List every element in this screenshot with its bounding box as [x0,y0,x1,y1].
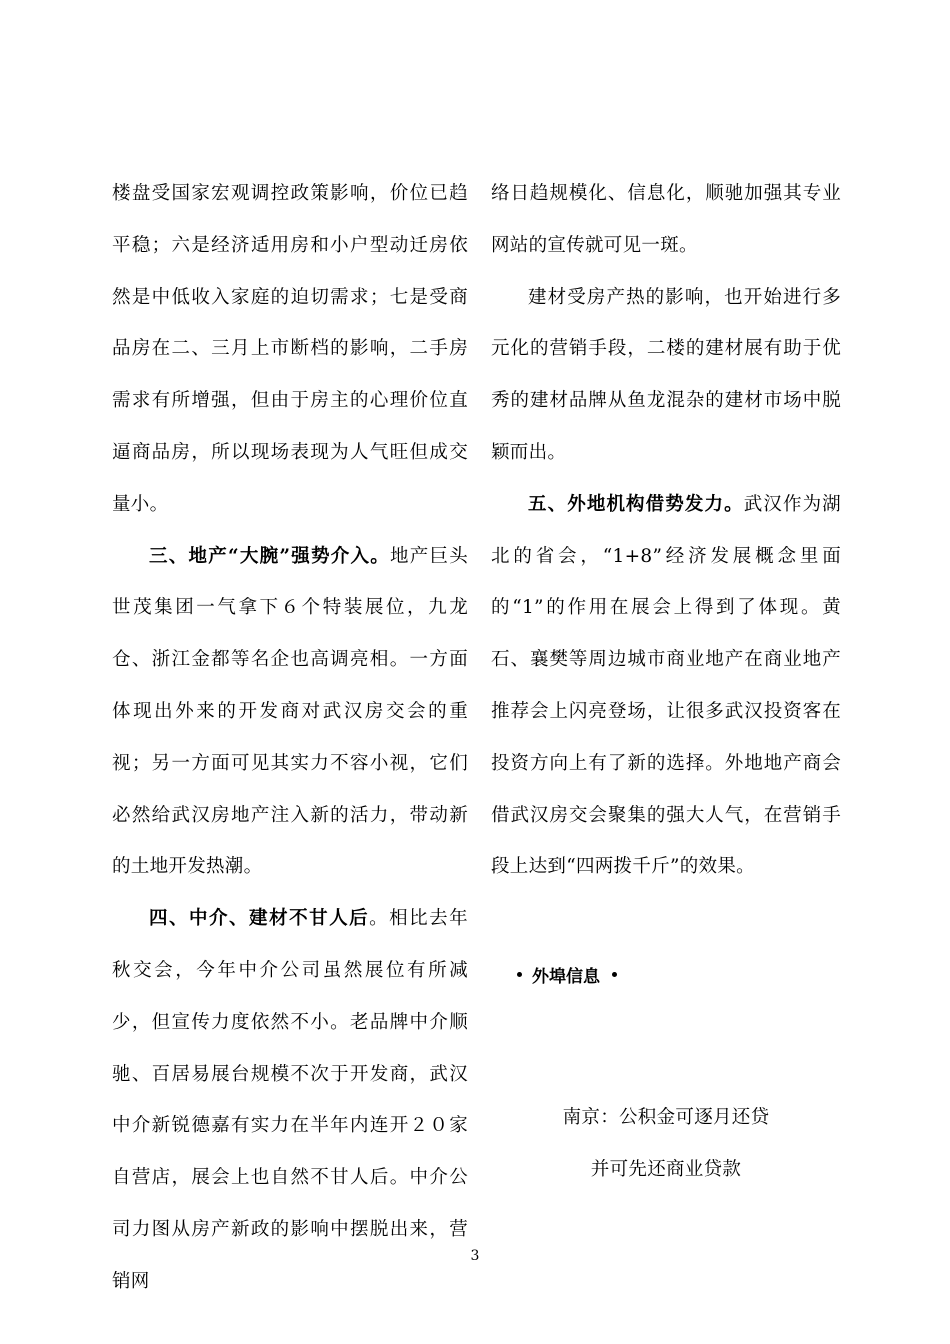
left-paragraph-continued: 楼盘受国家宏观调控政策影响，价位已趋平稳；六是经济适用房和小户型动迁房依然是中低收入家庭的迫切需求；七是受商品房在二、三月上市断档的影响，二手房需求有所增强，但由于房主的心理价位直逼商品房，所以现场表现为人气旺但成交量小。 [112,183,468,515]
left-column [112,168,468,1308]
bullet-icon [517,972,522,977]
bullet-icon [612,972,617,977]
section-three-paragraph [112,531,468,894]
section-three-body: 地产巨头世茂集团一气拿下６个特装展位，九龙仓、浙江金都等名企也高调亮相。一方面体现出外来的开发商对武汉房交会的重视；另一方面可见其实力不容小视，它们必然给武汉房地产注入新的活力，带动新的土地开发热潮。 [112,545,469,878]
section-five-paragraph [491,479,841,893]
right-paragraph-continued: 络日趋规模化、信息化，顺驰加强其专业网站的宣传就可见一斑。 [491,183,841,256]
section-four-lead: 四、中介、建材不甘人后 [149,908,370,930]
section-four-body: 。相比去年秋交会，今年中介公司虽然展位有所减少，但宣传力度依然不小。老品牌中介顺驰、百居易展台规模不次于开发商，武汉中介新锐德嘉有实力在半年内连开２０家自营店，展会上也自然不甘人后。中介公司力图从房产新政的影响中摆脱出来，营销网 [112,908,468,1292]
section-four-paragraph [112,893,468,1307]
right-column [491,168,841,893]
news-title-line2: 并可先还商业贷款 [590,1159,742,1180]
section-five-body: 武汉作为湖北的省会，“1+8”经济发展概念里面的“1”的作用在展会上得到了体现。黄石、襄樊等周边城市商业地产在商业地产推荐会上闪亮登场，让很多武汉投资客在投资方向上有了新的选择。外地地产商会借武汉房交会聚集的强大人气，在营销手段上达到“四两拨千斤”的效果。 [491,493,841,878]
section-heading-text: 外埠信息 [532,967,600,987]
news-title-line1: 南京：公积金可逐月还贷 [562,1107,770,1128]
section-heading [517,962,617,987]
section-three-lead: 三、地产“大腕”强势介入。 [149,545,390,567]
building-materials-paragraph: 建材受房产热的影响，也开始进行多元化的营销手段，二楼的建材展有助于优秀的建材品牌从鱼龙混杂的建材市场中脱颖而出。 [491,286,841,463]
page-number: 3 [470,1248,480,1264]
section-five-lead: 五、外地机构借势发力。 [528,493,744,515]
